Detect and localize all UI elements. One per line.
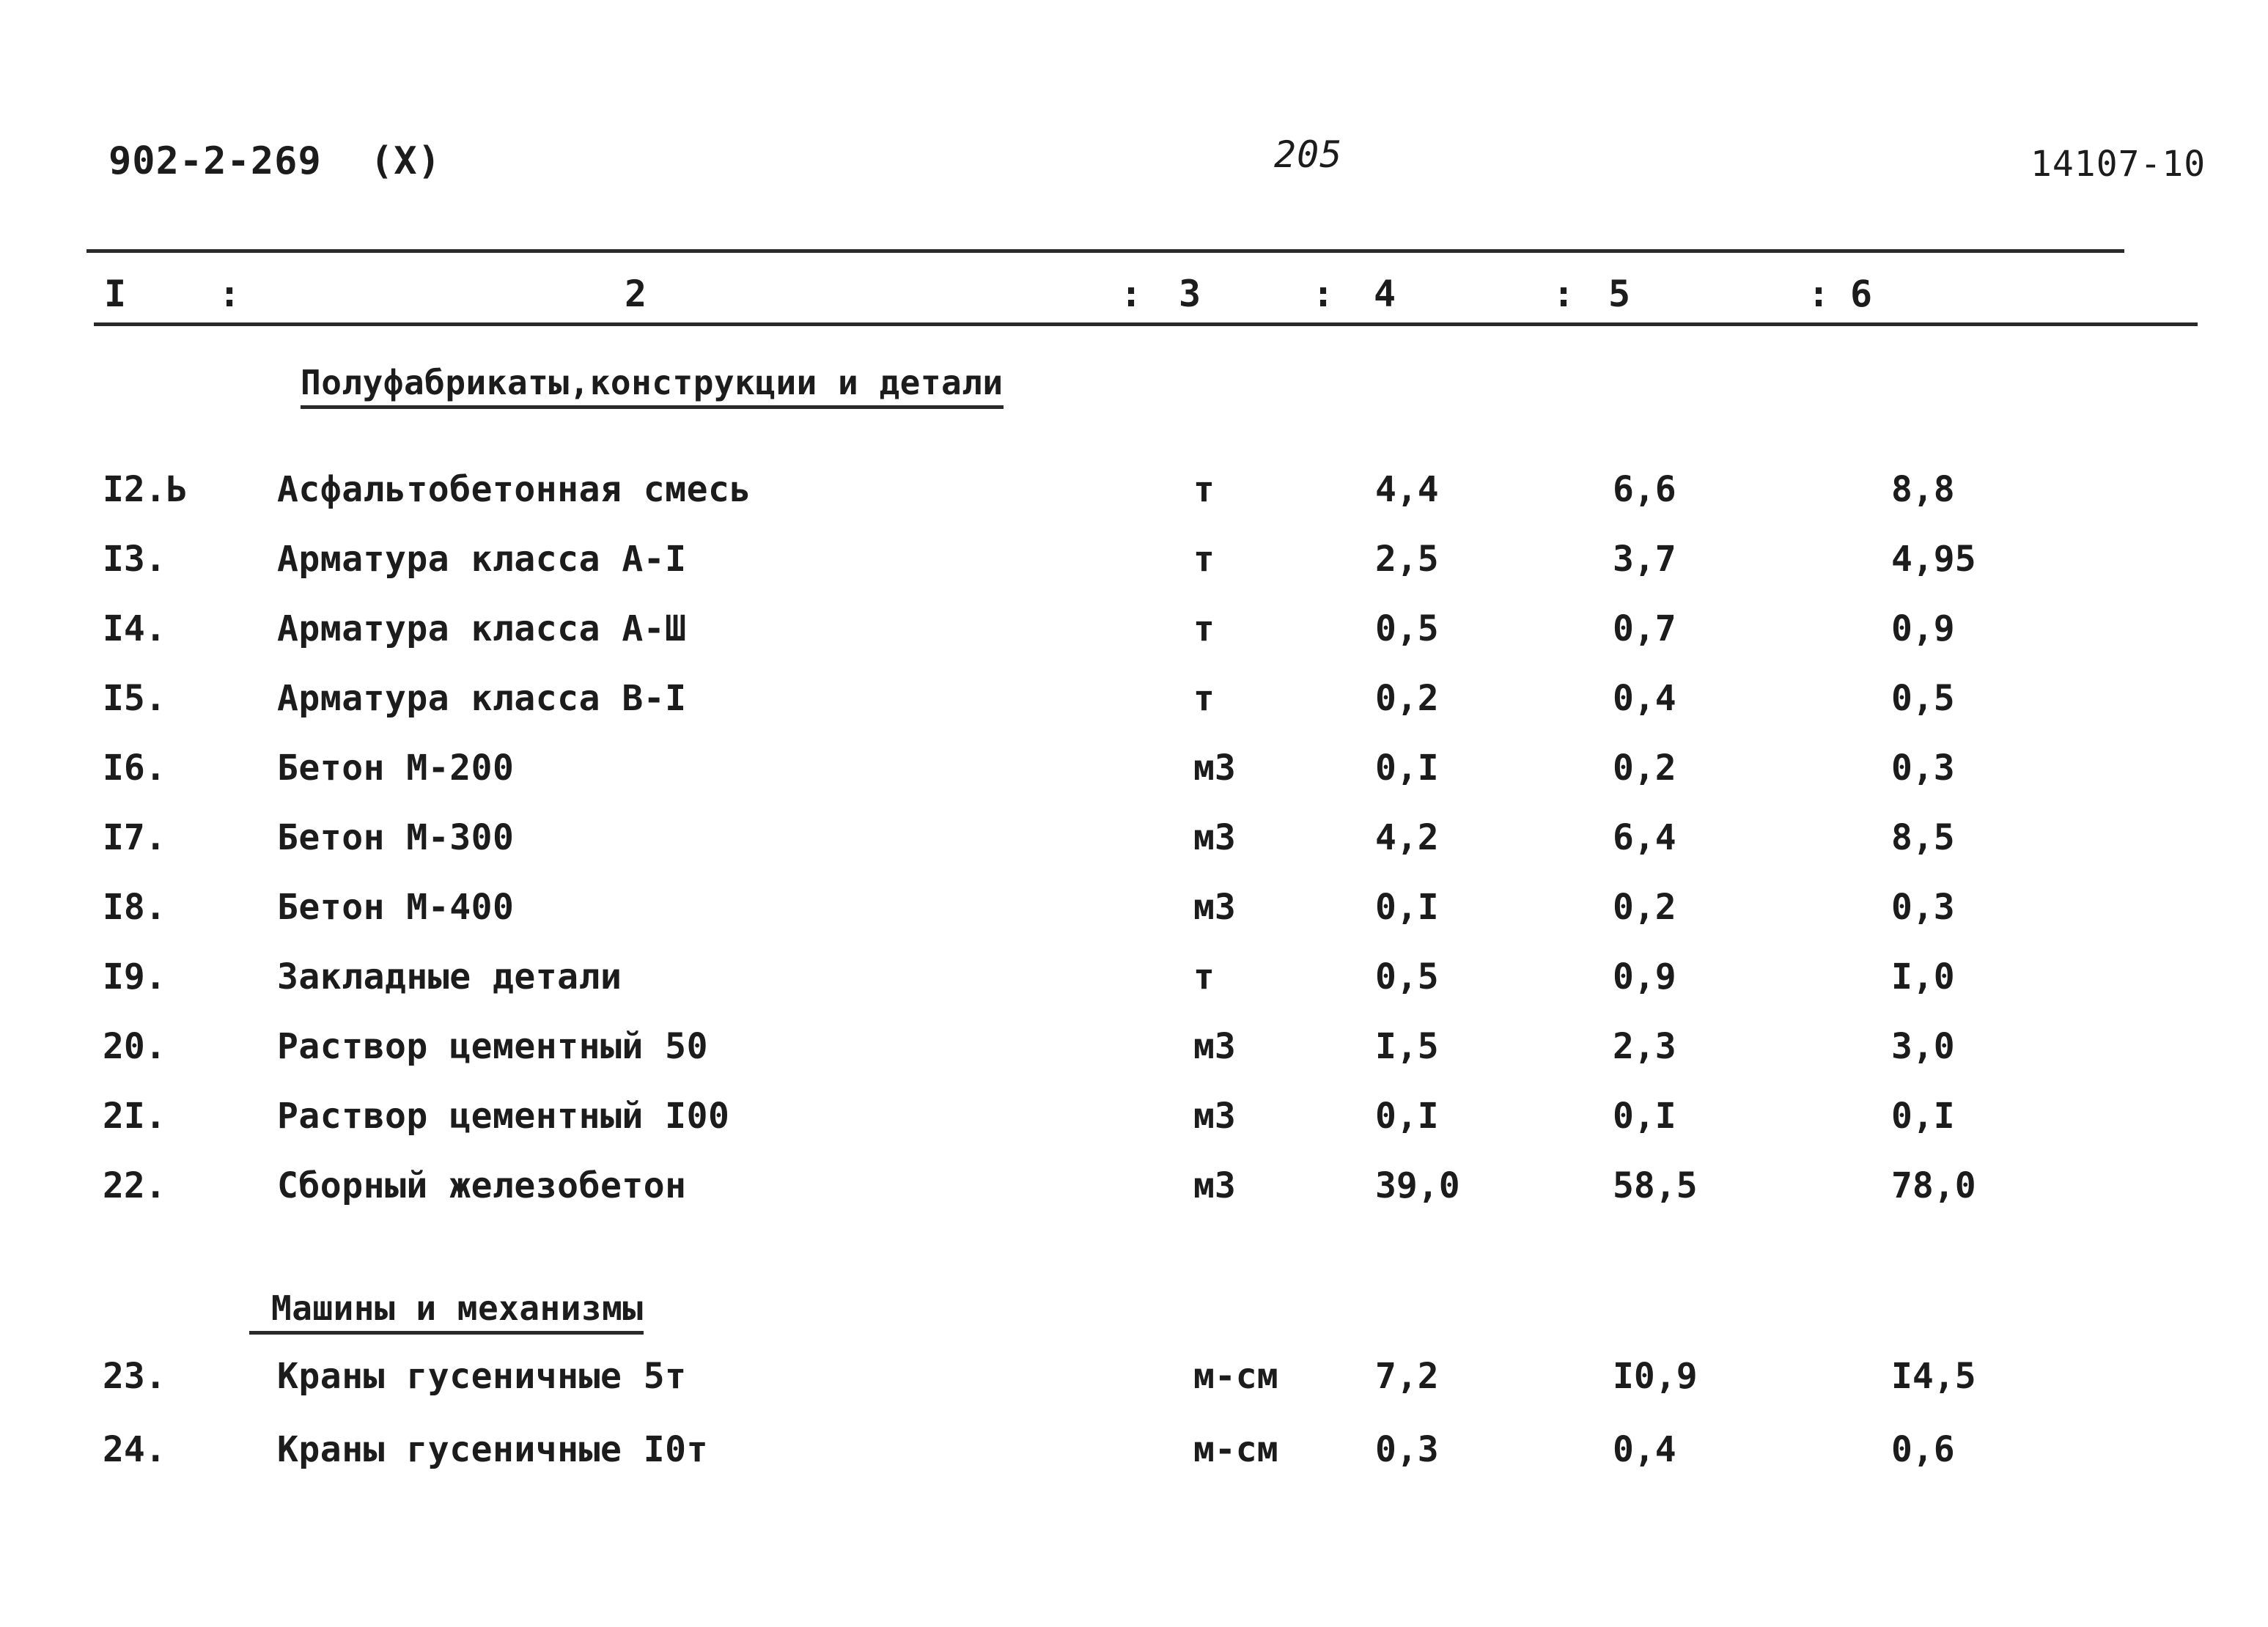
row-value-col5: 58,5 bbox=[1613, 1165, 1698, 1206]
row-value-col6: 0,I bbox=[1891, 1096, 1955, 1137]
column-number-2: 2 bbox=[625, 273, 647, 315]
column-number-6: 6 bbox=[1850, 273, 1873, 315]
row-value-col4: 0,2 bbox=[1375, 678, 1439, 719]
row-number: I6. bbox=[103, 748, 166, 789]
row-value-col5: 2,3 bbox=[1613, 1026, 1676, 1067]
row-value-col4: 0,I bbox=[1375, 748, 1439, 789]
row-unit: м3 bbox=[1193, 1165, 1236, 1206]
column-number-5: 5 bbox=[1608, 273, 1631, 315]
column-separator: : bbox=[1553, 273, 1575, 315]
row-unit: т bbox=[1193, 469, 1215, 510]
row-number: I3. bbox=[103, 539, 166, 580]
row-number: 20. bbox=[103, 1026, 166, 1067]
row-name: Раствор цементный 50 bbox=[277, 1026, 708, 1067]
column-number-1: I bbox=[104, 273, 127, 315]
row-value-col5: 0,4 bbox=[1613, 1429, 1676, 1470]
row-value-col6: 78,0 bbox=[1891, 1165, 1976, 1206]
row-value-col6: I4,5 bbox=[1891, 1356, 1976, 1397]
row-unit: м-см bbox=[1193, 1356, 1278, 1397]
column-separator: : bbox=[1120, 273, 1143, 315]
row-value-col5: 0,2 bbox=[1613, 887, 1676, 928]
row-name: Закладные детали bbox=[277, 956, 622, 997]
row-unit: т bbox=[1193, 956, 1215, 997]
table-row bbox=[0, 539, 2268, 597]
column-separator: : bbox=[1808, 273, 1830, 315]
row-value-col6: 0,3 bbox=[1891, 748, 1955, 789]
column-separator: : bbox=[1312, 273, 1335, 315]
table-row bbox=[0, 887, 2268, 945]
row-name: Бетон М-400 bbox=[277, 887, 515, 928]
table-row bbox=[0, 608, 2268, 667]
row-name: Асфальтобетонная смесь bbox=[277, 469, 751, 510]
row-number: I2.Ь bbox=[103, 469, 188, 510]
row-value-col4: 0,5 bbox=[1375, 608, 1439, 649]
doc-code: 902-2-269 bbox=[108, 139, 322, 183]
column-number-4: 4 bbox=[1374, 273, 1396, 315]
row-number: I4. bbox=[103, 608, 166, 649]
row-value-col6: 3,0 bbox=[1891, 1026, 1955, 1067]
row-value-col6: 0,6 bbox=[1891, 1429, 1955, 1470]
table-row bbox=[0, 1429, 2268, 1488]
row-name: Арматура класса А-I bbox=[277, 539, 687, 580]
page-number: 205 bbox=[1274, 133, 1343, 176]
row-value-col6: 4,95 bbox=[1891, 539, 1976, 580]
row-value-col5: 6,4 bbox=[1613, 817, 1676, 858]
row-value-col5: 3,7 bbox=[1613, 539, 1676, 580]
row-value-col6: 8,5 bbox=[1891, 817, 1955, 858]
section-title-materials: Полуфабрикаты,конструкции и детали bbox=[301, 363, 1004, 409]
table-row bbox=[0, 1096, 2268, 1154]
row-unit: м3 bbox=[1193, 817, 1236, 858]
row-name: Арматура класса В-I bbox=[277, 678, 687, 719]
row-value-col4: 4,4 bbox=[1375, 469, 1439, 510]
row-value-col4: 39,0 bbox=[1375, 1165, 1460, 1206]
row-number: 24. bbox=[103, 1429, 166, 1470]
section-title-machines: Машины и механизмы bbox=[249, 1288, 644, 1335]
row-value-col5: 0,4 bbox=[1613, 678, 1676, 719]
table-row bbox=[0, 817, 2268, 876]
row-unit: м3 bbox=[1193, 887, 1236, 928]
row-unit: м3 bbox=[1193, 1096, 1236, 1137]
row-unit: т bbox=[1193, 678, 1215, 719]
row-value-col4: 2,5 bbox=[1375, 539, 1439, 580]
row-value-col6: 0,9 bbox=[1891, 608, 1955, 649]
row-value-col5: 0,9 bbox=[1613, 956, 1676, 997]
table-row bbox=[0, 956, 2268, 1015]
row-name: Бетон М-200 bbox=[277, 748, 515, 789]
row-value-col5: I0,9 bbox=[1613, 1356, 1698, 1397]
row-value-col6: 0,3 bbox=[1891, 887, 1955, 928]
table-row bbox=[0, 1165, 2268, 1224]
row-unit: т bbox=[1193, 608, 1215, 649]
table-row bbox=[0, 469, 2268, 528]
table-row bbox=[0, 748, 2268, 806]
row-value-col4: 0,I bbox=[1375, 887, 1439, 928]
row-number: 23. bbox=[103, 1356, 166, 1397]
doc-suffix: (X) bbox=[370, 139, 441, 183]
row-name: Краны гусеничные 5т bbox=[277, 1356, 687, 1397]
row-number: 22. bbox=[103, 1165, 166, 1206]
row-value-col4: 0,I bbox=[1375, 1096, 1439, 1137]
row-value-col6: 8,8 bbox=[1891, 469, 1955, 510]
row-value-col4: I,5 bbox=[1375, 1026, 1439, 1067]
row-value-col5: 6,6 bbox=[1613, 469, 1676, 510]
row-unit: м-см bbox=[1193, 1429, 1278, 1470]
table-row bbox=[0, 1356, 2268, 1414]
row-number: I8. bbox=[103, 887, 166, 928]
row-value-col4: 0,3 bbox=[1375, 1429, 1439, 1470]
row-value-col5: 0,I bbox=[1613, 1096, 1676, 1137]
column-separator: : bbox=[218, 273, 241, 315]
table-row bbox=[0, 678, 2268, 737]
row-value-col6: 0,5 bbox=[1891, 678, 1955, 719]
row-name: Краны гусеничные I0т bbox=[277, 1429, 708, 1470]
row-value-col4: 7,2 bbox=[1375, 1356, 1439, 1397]
row-name: Сборный железобетон bbox=[277, 1165, 687, 1206]
table-top-rule bbox=[86, 249, 2124, 253]
row-value-col4: 4,2 bbox=[1375, 817, 1439, 858]
column-number-3: 3 bbox=[1179, 273, 1201, 315]
row-number: 2I. bbox=[103, 1096, 166, 1137]
row-number: I9. bbox=[103, 956, 166, 997]
row-name: Раствор цементный I00 bbox=[277, 1096, 730, 1137]
row-unit: т bbox=[1193, 539, 1215, 580]
row-name: Бетон М-300 bbox=[277, 817, 515, 858]
row-number: I5. bbox=[103, 678, 166, 719]
column-number-row bbox=[0, 273, 2268, 324]
sheet-code: 14107-10 bbox=[2030, 144, 2206, 185]
row-value-col5: 0,2 bbox=[1613, 748, 1676, 789]
row-name: Арматура класса А-Ш bbox=[277, 608, 687, 649]
row-unit: м3 bbox=[1193, 748, 1236, 789]
row-value-col4: 0,5 bbox=[1375, 956, 1439, 997]
row-value-col6: I,0 bbox=[1891, 956, 1955, 997]
row-value-col5: 0,7 bbox=[1613, 608, 1676, 649]
row-unit: м3 bbox=[1193, 1026, 1236, 1067]
row-number: I7. bbox=[103, 817, 166, 858]
table-header-rule bbox=[94, 322, 2198, 326]
table-row bbox=[0, 1026, 2268, 1085]
